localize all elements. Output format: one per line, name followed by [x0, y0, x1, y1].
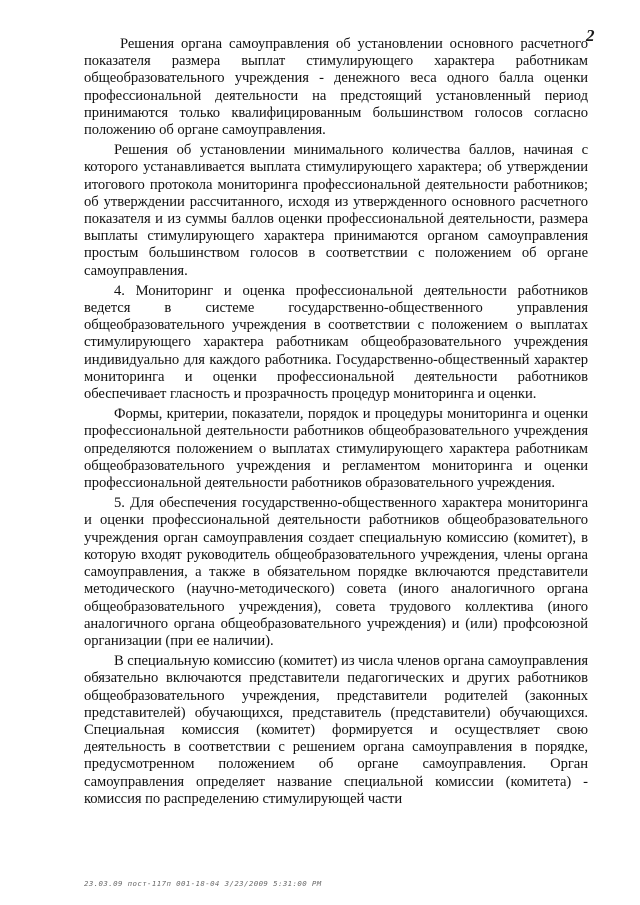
paragraph-5: 5. Для обеспечения государственно-общественного характера мониторинга и оценки профессиональной деятельности работников общеобразовательного учреждения орган самоуправления создает специальную комиссию (комитет), в которую входят руководитель общеобразовательного учреждения, члены органа самоуправления, а также в обязательном порядке включаются представители методического (научно-методического) совета (иного аналогичного органа общеобразовательного учреждения), совета трудового коллектива (иного аналогичного органа общеобразовательного учреждения) и (или) профсоюзной организации (при ее наличии).	[84, 495, 588, 649]
paragraph-1: Решения органа самоуправления об установлении основного расчетного показателя размера выплат стимулирующего характера работникам общеобразовательного учреждения - денежного веса одного балла оценки профессиональной деятельности на предстоящий установленный период принимаются только квалифицированным большинством голосов согласно положению об органе самоуправления.	[84, 36, 588, 139]
paragraph-4: Формы, критерии, показатели, порядок и процедуры мониторинга и оценки профессиональной деятельности работников общеобразовательного учреждения определяются положением о выплатах стимулирующего характера работникам общеобразовательного учреждения и регламентом мониторинга и оценки профессиональной деятельности работников образовательного учреждения.	[84, 406, 588, 492]
paragraph-2: Решения об установлении минимального количества баллов, начиная с которого устанавливается выплата стимулирующего характера; об утверждении итогового протокола мониторинга профессиональной деятельности работников; об утверждении рассчитанного, исходя из утвержденного основного расчетного показателя и из суммы баллов оценки профессиональной деятельности, размера выплаты стимулирующего характера принимаются органом самоуправления простым большинством голосов в соответствии с положением об органе самоуправления.	[84, 142, 588, 279]
document-body	[84, 36, 588, 810]
page-number: 2	[586, 26, 595, 45]
footer-stamp: 23.03.09 пост-117п 001-18-04 3/23/2009 5:31:00 PM	[84, 879, 322, 888]
paragraph-3: 4. Мониторинг и оценка профессиональной деятельности работников ведется в системе государственно-общественного управления общеобразовательного учреждения в соответствии с положением о выплатах стимулирующего характера работникам общеобразовательного учреждения индивидуально для каждого работника. Государственно-общественный характер мониторинга и оценки профессиональной деятельности работников обеспечивает гласность и прозрачность процедур мониторинга и оценки.	[84, 282, 588, 403]
paragraph-6: В специальную комиссию (комитет) из числа членов органа самоуправления обязательно включаются представители педагогических и других работников общеобразовательного учреждения, представители родителей (законных представителей) обучающихся, представитель (представители) обучающихся. Специальная комиссия (комитет) формируется и осуществляет свою деятельность в соответствии с решением органа самоуправления в порядке, предусмотренном положением об органе самоуправления. Орган самоуправления определяет название специальной комиссии (комитета) - комиссия по распределению стимулирующей части	[84, 653, 588, 807]
